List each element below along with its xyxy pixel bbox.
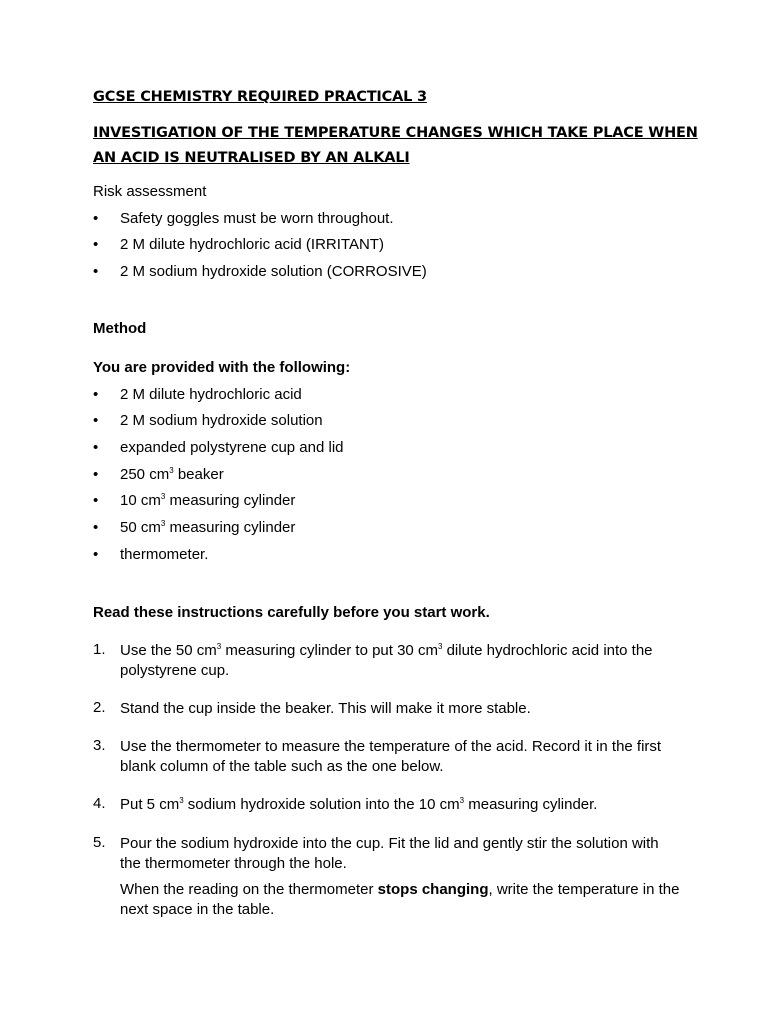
bullet-icon: • — [93, 466, 99, 483]
bullet-icon: • — [93, 263, 99, 280]
equipment-item-text: expanded polystyrene cup and lid — [120, 439, 344, 456]
provided-heading: You are provided with the following: — [93, 359, 351, 376]
step-text: Stand the cup inside the beaker. This will make it more stable. — [120, 700, 531, 717]
risk-assessment-heading: Risk assessment — [93, 183, 207, 200]
step-number: 5. — [93, 834, 106, 851]
equipment-item-text: 2 M dilute hydrochloric acid — [120, 386, 302, 403]
equipment-item-text: thermometer. — [120, 546, 209, 563]
step-number: 4. — [93, 795, 106, 812]
bullet-icon: • — [93, 492, 99, 509]
bullet-icon: • — [93, 386, 99, 403]
risk-item-text: 2 M dilute hydrochloric acid (IRRITANT) — [120, 236, 384, 253]
risk-item-text: Safety goggles must be worn throughout. — [120, 210, 394, 227]
step-number: 2. — [93, 699, 106, 716]
instructions-heading: Read these instructions carefully before you start work. — [93, 604, 490, 621]
bullet-icon: • — [93, 546, 99, 563]
step-text: Pour the sodium hydroxide into the cup. Fit the lid and gently stir the solution with the thermometer through the hole. — [120, 835, 659, 872]
document-title: GCSE CHEMISTRY REQUIRED PRACTICAL 3 — [93, 89, 427, 105]
equipment-item-text: 10 $cm^3$ measuring cylinder — [120, 492, 296, 509]
step-number: 1. — [93, 641, 106, 658]
bullet-icon: • — [93, 412, 99, 429]
step-text: Use the thermometer to measure the temperature of the acid. Record it in the first blank column of the table such as the one below. — [120, 738, 662, 775]
risk-item-text: 2 M sodium hydroxide solution (CORROSIVE) — [120, 263, 427, 280]
equipment-item-text: 50 $cm^3$ measuring cylinder — [120, 519, 296, 536]
bullet-icon: • — [93, 519, 99, 536]
step-number: 3. — [93, 737, 106, 754]
method-heading: Method — [93, 320, 147, 337]
bullet-icon: • — [93, 439, 99, 456]
equipment-item-text: 2 M sodium hydroxide solution — [120, 412, 323, 429]
bullet-icon: • — [93, 210, 99, 227]
document-subtitle-line-2: AN ACID IS NEUTRALISED BY AN ALKALI — [93, 150, 410, 166]
document-subtitle-line-1: INVESTIGATION OF THE TEMPERATURE CHANGES WHICH TAKE PLACE WHEN — [93, 125, 698, 141]
step-text: Use the 50 $cm^3$ measuring cylinder to put 30 $cm^3$ dilute hydrochloric acid into the polystyrene cup. — [120, 642, 653, 679]
step-text-continued: When the reading on the thermometer stops changing, write the temperature in the next space in the table. — [120, 881, 680, 918]
step-text: Put 5 $cm^3$ sodium hydroxide solution into the 10 $cm^3$ measuring cylinder. — [120, 796, 598, 813]
equipment-item-text: 250 $cm^3$ beaker — [120, 466, 224, 483]
bullet-icon: • — [93, 236, 99, 253]
